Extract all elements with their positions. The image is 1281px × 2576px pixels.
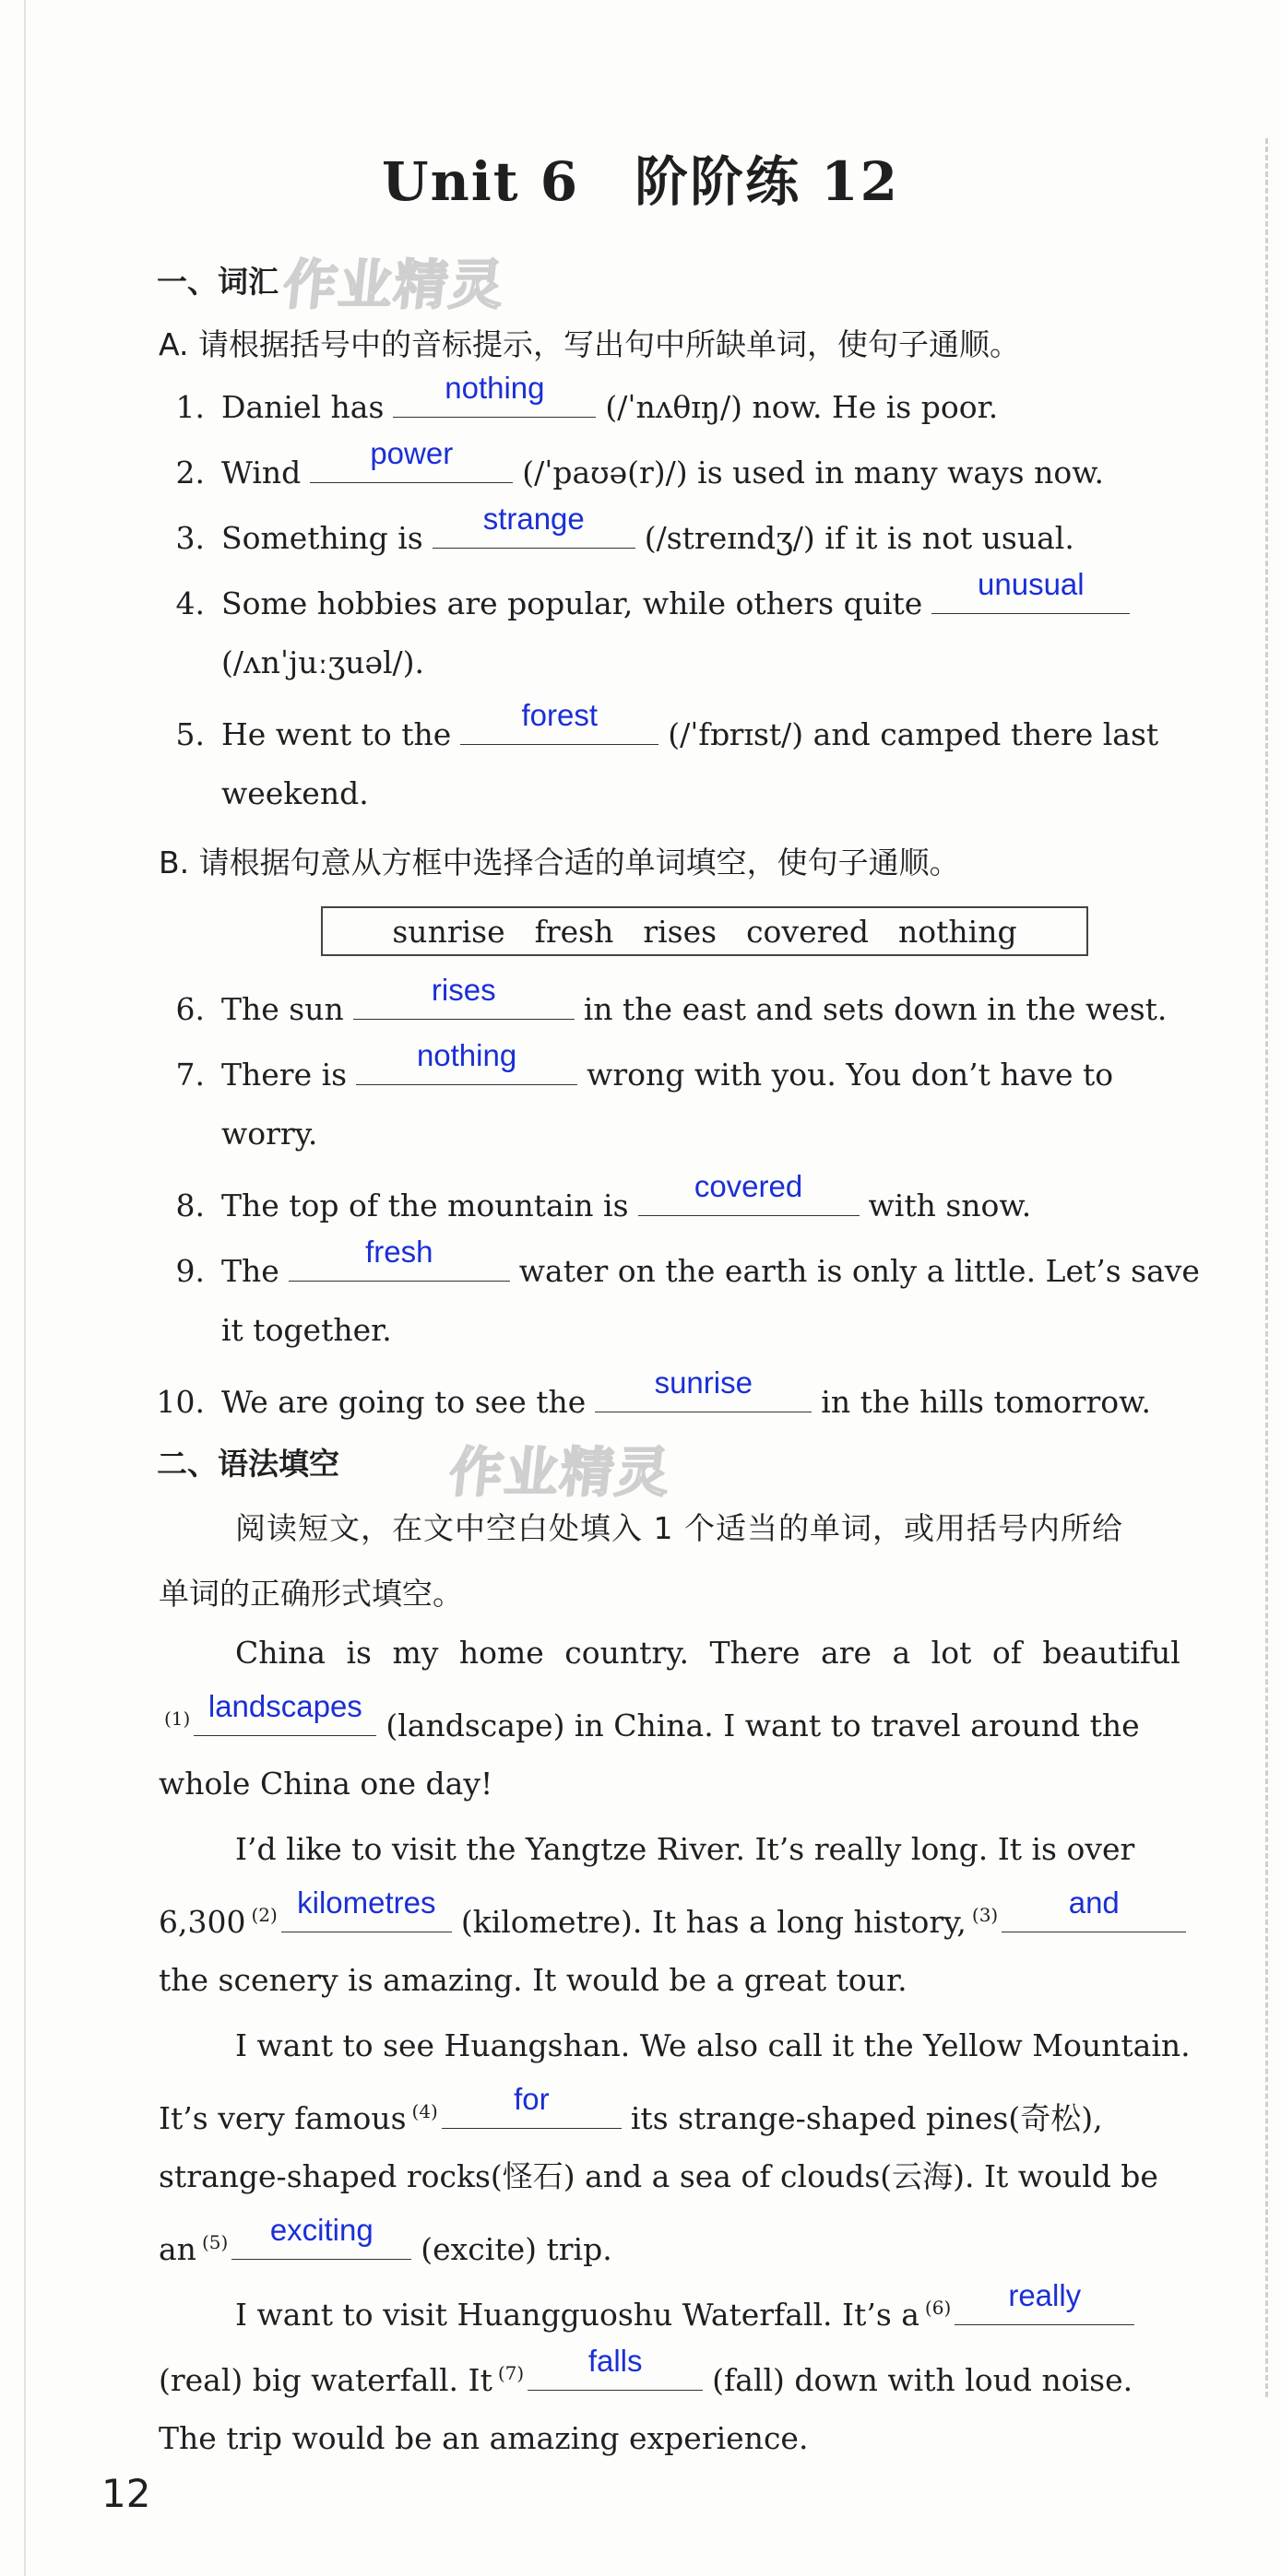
word-bank-item: covered	[746, 913, 870, 950]
word-bank-item: rises	[643, 913, 718, 950]
passage-blank-6[interactable]: really	[955, 2287, 1134, 2325]
grammar-instruction-line-2: 单词的正确形式填空。	[159, 1576, 463, 1612]
question-9-continuation: it together.	[221, 1312, 392, 1348]
question-5-continuation: weekend.	[221, 775, 369, 811]
question-5: 5. He went to the forest (/ˈfɒrɪst/) and camped there last	[175, 698, 1159, 752]
word-bank-box	[321, 906, 1088, 956]
page-edge-left	[24, 0, 26, 2576]
passage-p1-line1: China is my home country. There are a lot of beautiful	[235, 1635, 1180, 1671]
section-heading-grammar: 二、语法填空	[157, 1446, 339, 1482]
passage-p2-line1: I’d like to visit the Yangtze River. It’s really long. It is over	[235, 1831, 1135, 1867]
passage-blank-5[interactable]: exciting	[231, 2222, 411, 2260]
passage-p3-line2: It’s very famous $^{(4)}$ for its strange-shaped pines(奇松),	[159, 2082, 1103, 2136]
passage-blank-2[interactable]: kilometres	[281, 1895, 452, 1932]
answer-blank-9[interactable]: fresh	[289, 1244, 510, 1282]
word-bank-item: fresh	[534, 913, 614, 950]
passage-p1-line3: whole China one day!	[159, 1766, 493, 1802]
answer-blank-5[interactable]: forest	[460, 707, 658, 745]
passage-p3-line3: strange-shaped rocks(怪石) and a sea of clouds(云海). It would be	[159, 2158, 1158, 2194]
answer-blank-4[interactable]: unusual	[931, 576, 1130, 614]
page-title: Unit 6 阶阶练 12	[381, 150, 900, 213]
question-3: 3. Something is strange (/streɪndʒ/) if it is not usual.	[175, 502, 1074, 556]
question-1: 1. Daniel has nothing (/ˈnʌθɪŋ/) now. He is poor.	[175, 371, 999, 425]
passage-blank-4[interactable]: for	[442, 2091, 622, 2129]
grammar-instruction-line-1: 阅读短文，在文中空白处填入 1 个适当的单词，或用括号内所给	[235, 1510, 1123, 1546]
question-7: 7. There is nothing wrong with you. You don’t have to	[175, 1038, 1114, 1093]
answer-blank-8[interactable]: covered	[638, 1178, 860, 1216]
part-a-instruction: A. 请根据括号中的音标提示，写出句中所缺单词，使句子通顺。	[159, 326, 1020, 362]
passage-blank-3[interactable]: and	[1002, 1895, 1186, 1932]
word-bank-item: sunrise	[392, 913, 505, 950]
passage-p2-line2: 6,300 $^{(2)}$ kilometres (kilometre). It has a long history, $^{(3)}$ and	[159, 1894, 1195, 1944]
question-8: 8. The top of the mountain is covered with snow.	[175, 1169, 1032, 1223]
passage-p4-line2: (real) big waterfall. It $^{(7)}$ falls (fall) down with loud noise.	[159, 2344, 1133, 2398]
watermark-2: 作业精灵	[445, 1441, 675, 1504]
answer-blank-3[interactable]: strange	[433, 511, 635, 549]
question-4-continuation: (/ʌnˈjuːʒuəl/).	[221, 644, 425, 680]
question-2: 2. Wind power (/ˈpaʊə(r)/) is used in many ways now.	[175, 436, 1105, 490]
passage-blank-1[interactable]: landscapes	[194, 1698, 376, 1736]
passage-p4-line3: The trip would be an amazing experience.	[159, 2420, 809, 2456]
watermark-1: 作业精灵	[279, 254, 509, 316]
answer-blank-1[interactable]: nothing	[393, 380, 596, 418]
answer-blank-10[interactable]: sunrise	[595, 1375, 812, 1412]
answer-blank-7[interactable]: nothing	[356, 1047, 577, 1085]
passage-p3-line4: an $^{(5)}$ exciting (excite) trip.	[159, 2213, 612, 2267]
question-10: 10. We are going to see the sunrise in the hills tomorrow.	[156, 1365, 1151, 1420]
answer-blank-2[interactable]: power	[310, 445, 513, 483]
question-6: 6. The sun rises in the east and sets down in the west.	[175, 973, 1168, 1027]
question-9: 9. The fresh water on the earth is only a little. Let’s save	[175, 1235, 1200, 1289]
question-7-continuation: worry.	[221, 1116, 318, 1152]
question-4: 4. Some hobbies are popular, while others quite unusual	[155, 576, 1139, 625]
passage-p1-line2: $^{(1)}$ landscapes (landscape) in China. I want to travel around the	[164, 1689, 1140, 1743]
passage-p2-line3: the scenery is amazing. It would be a great tour.	[159, 1962, 907, 1998]
passage-p3-line1: I want to see Huangshan. We also call it the Yellow Mountain.	[235, 2027, 1191, 2063]
answer-blank-6[interactable]: rises	[353, 982, 575, 1020]
part-b-instruction: B. 请根据句意从方框中选择合适的单词填空，使句子通顺。	[159, 845, 960, 880]
passage-blank-7[interactable]: falls	[528, 2353, 703, 2391]
word-bank-item: nothing	[898, 913, 1017, 950]
section-heading-vocabulary: 一、词汇	[157, 264, 279, 300]
page-edge-right-dashes	[1265, 138, 1268, 2397]
page-number: 12	[101, 2471, 151, 2516]
passage-p4-line1: I want to visit Huangguoshu Waterfall. It’s a $^{(6)}$ really	[235, 2286, 1144, 2336]
